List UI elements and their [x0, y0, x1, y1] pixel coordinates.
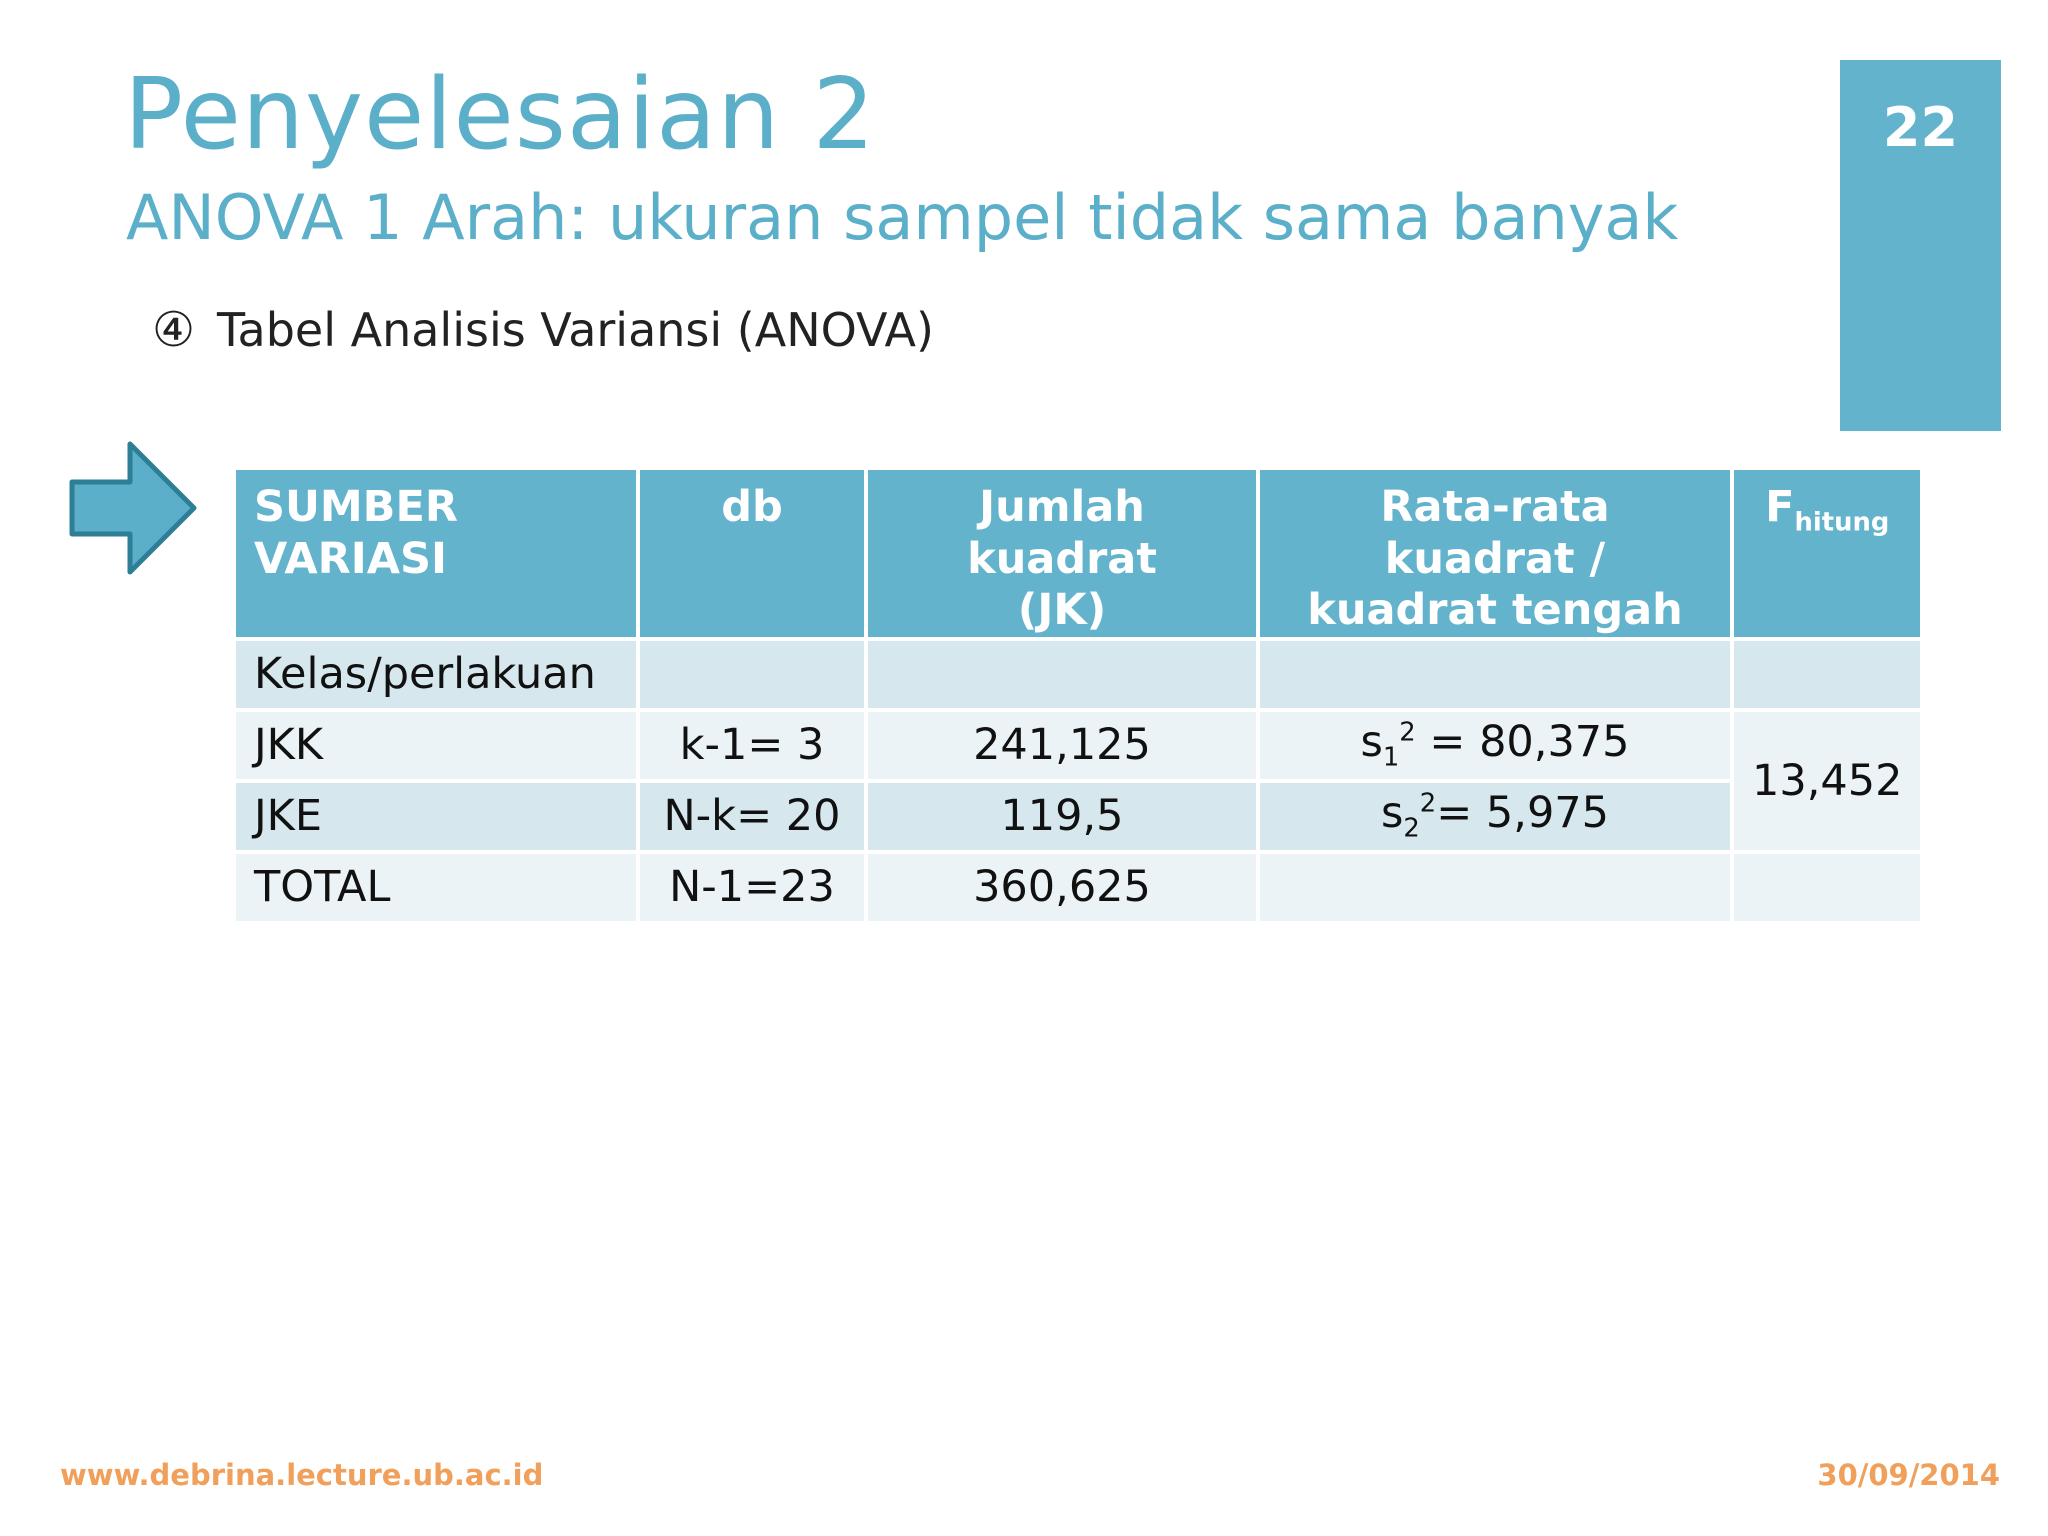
- bullet-number: ④: [152, 302, 196, 358]
- rk-base: s: [1360, 717, 1383, 768]
- anova-table: [232, 466, 1924, 925]
- row-db: k-1= 3: [638, 710, 866, 781]
- header-rk-line2: kuadrat tengah: [1307, 585, 1683, 636]
- header-f-main: F: [1765, 482, 1795, 532]
- row-rk: [1258, 852, 1732, 923]
- page-number-box: [1840, 60, 2001, 431]
- table-row: [234, 710, 1922, 781]
- footer-date: 30/09/2014: [1817, 1458, 2000, 1492]
- row-jk: 119,5: [866, 781, 1258, 852]
- header-rk-line1: Rata-rata kuadrat /: [1380, 482, 1610, 584]
- row-rk: [1258, 639, 1732, 710]
- row-f-empty: [1732, 852, 1922, 923]
- row-jk: 360,625: [866, 852, 1258, 923]
- rk-sup: 2: [1399, 718, 1416, 749]
- right-arrow-icon: [68, 440, 198, 576]
- row-jk: 241,125: [866, 710, 1258, 781]
- header-jk-line1: Jumlah kuadrat: [967, 482, 1157, 584]
- bullet-text: Tabel Analisis Variansi (ANOVA): [217, 303, 934, 357]
- table-header-row: [234, 468, 1922, 639]
- row-db: N-1=23: [638, 852, 866, 923]
- row-source: JKE: [234, 781, 638, 852]
- row-rk: [1258, 781, 1732, 852]
- f-value: 13,452: [1732, 710, 1922, 852]
- bullet-item: [152, 302, 934, 358]
- header-sumber-variasi: SUMBER VARIASI: [234, 468, 638, 639]
- table-row: [234, 639, 1922, 710]
- rk-value: = 80,375: [1415, 717, 1630, 768]
- table-row: [234, 781, 1922, 852]
- header-rata-rata-kuadrat: [1258, 468, 1732, 639]
- row-f-empty: [1732, 639, 1922, 710]
- header-jumlah-kuadrat: [866, 468, 1258, 639]
- row-jk: [866, 639, 1258, 710]
- rk-sub: 2: [1403, 814, 1420, 845]
- slide-title: Penyelesaian 2: [124, 58, 876, 172]
- slide-subtitle: ANOVA 1 Arah: ukuran sampel tidak sama banyak: [126, 181, 1679, 254]
- header-jk-line2: (JK): [1017, 585, 1107, 636]
- header-db: db: [638, 468, 866, 639]
- rk-base: s: [1380, 788, 1404, 839]
- footer-website: www.debrina.lecture.ub.ac.id: [60, 1458, 544, 1492]
- row-db: [638, 639, 866, 710]
- row-source: TOTAL: [234, 852, 638, 923]
- row-source: Kelas/perlakuan: [234, 639, 638, 710]
- row-rk: [1258, 710, 1732, 781]
- row-db: N-k= 20: [638, 781, 866, 852]
- page-number: 22: [1882, 96, 1959, 159]
- rk-sub: 1: [1382, 743, 1400, 774]
- rk-sup: 2: [1419, 789, 1437, 820]
- table-row: [234, 852, 1922, 923]
- rk-value: = 5,975: [1436, 788, 1610, 839]
- header-f-sub: hitung: [1794, 507, 1890, 538]
- header-f-hitung: [1732, 468, 1922, 639]
- row-source: JKK: [234, 710, 638, 781]
